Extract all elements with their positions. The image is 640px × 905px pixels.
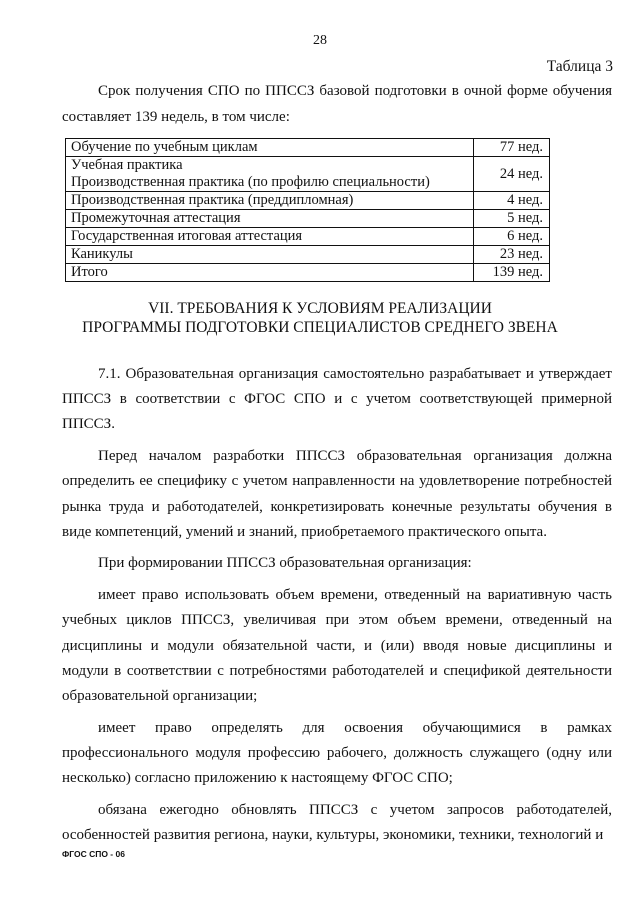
table-cell-label: Производственная практика (преддипломная) <box>66 192 474 210</box>
section-heading <box>40 299 600 337</box>
body-text <box>62 362 612 855</box>
table-row <box>66 157 550 192</box>
page-number: 28 <box>313 33 327 48</box>
table-cell-value: 77 нед. <box>474 139 550 157</box>
study-duration-table <box>65 138 550 282</box>
section-heading-line: ПРОГРАММЫ ПОДГОТОВКИ СПЕЦИАЛИСТОВ СРЕДНЕГО ЗВЕНА <box>82 319 558 336</box>
table-row <box>66 246 550 264</box>
paragraph: имеет право использовать объем времени, отведенный на вариативную часть учебных циклов ППССЗ, увеличивая при этом объем времени, отведенный на дисциплины и модули обязательной части, и (или) вводя новые дисциплины и модули в соответствии с потребностями работодателей и спецификой деятельности образовательной организации; <box>62 587 612 704</box>
table-cell-value: 24 нед. <box>474 157 550 192</box>
table-cell-label: Промежуточная аттестация <box>66 210 474 228</box>
paragraph: имеет право определять для освоения обучающимися в рамках профессионального модуля профессию рабочего, должность служащего (одну или несколько) согласно приложению к настоящему ФГОС СПО; <box>62 719 612 787</box>
table-caption: Таблица 3 <box>546 58 613 75</box>
table-cell-value: 4 нед. <box>474 192 550 210</box>
table-cell-label: Государственная итоговая аттестация <box>66 228 474 246</box>
paragraph: 7.1. Образовательная организация самостоятельно разрабатывает и утверждает ППССЗ в соответствии с ФГОС СПО и с учетом соответствующей примерной ППССЗ. <box>62 366 612 433</box>
table-cell-label: Обучение по учебным циклам <box>66 139 474 157</box>
page-footer: ФГОС СПО - 06 <box>62 849 125 859</box>
paragraph: При формировании ППССЗ образовательная организация: <box>98 555 472 572</box>
table-cell-label-line: Производственная практика (по профилю специальности) <box>71 174 430 190</box>
section-heading-line: VII. ТРЕБОВАНИЯ К УСЛОВИЯМ РЕАЛИЗАЦИИ <box>148 300 492 317</box>
table-cell-value: 6 нед. <box>474 228 550 246</box>
table-cell-label-line: Учебная практика <box>71 157 183 173</box>
paragraph: обязана ежегодно обновлять ППССЗ с учетом запросов работодателей, особенностей развития региона, науки, культуры, экономики, техники, технологий и <box>62 801 612 843</box>
table-row <box>66 192 550 210</box>
table-cell-label <box>66 157 474 192</box>
table-row <box>66 139 550 157</box>
table-cell-value: 23 нед. <box>474 246 550 264</box>
table-cell-label: Каникулы <box>66 246 474 264</box>
table-cell-label: Итого <box>66 264 474 282</box>
table-cell-value: 5 нед. <box>474 210 550 228</box>
table-cell-value: 139 нед. <box>474 264 550 282</box>
table-row <box>66 210 550 228</box>
table-row <box>66 264 550 282</box>
paragraph: Перед началом разработки ППССЗ образовательная организация должна определить ее специфику с учетом направленности на удовлетворение потребностей рынка труда и работодателей, конкретизировать конечные результаты обучения в виде компетенций, умений и знаний, приобретаемого практического опыта. <box>62 448 612 540</box>
table-row <box>66 228 550 246</box>
intro-paragraph: Срок получения СПО по ППССЗ базовой подготовки в очной форме обучения составляет 139 недель, в том числе: <box>62 83 612 125</box>
